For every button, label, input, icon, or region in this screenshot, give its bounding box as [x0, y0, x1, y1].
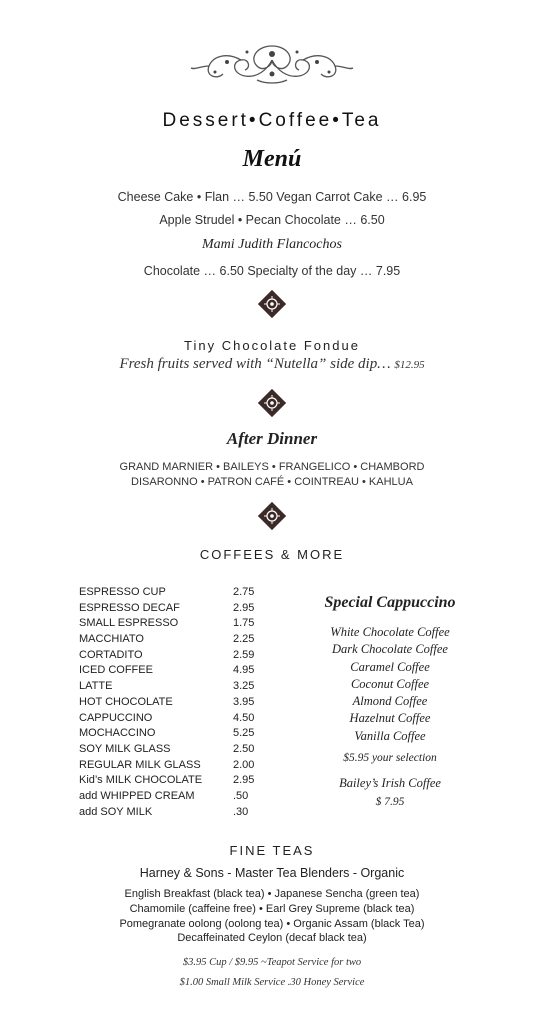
fondue-title: Tiny Chocolate Fondue: [184, 338, 360, 353]
special-flavor: Vanilla Coffee: [354, 729, 426, 743]
ornament-flourish-icon: [187, 40, 357, 88]
special-flavor: Almond Coffee: [352, 694, 428, 708]
fondue-desc-text: Fresh fruits served with “Nutella” side dip…: [119, 356, 391, 372]
list-item: [79, 585, 279, 601]
list-item: [79, 632, 279, 648]
dessert-line-1: Cheese Cake • Flan … 5.50 Vegan Carrot Cake … 6.95: [117, 190, 427, 204]
coffee-item-name: ESPRESSO CUP: [79, 586, 166, 598]
menu-subtitle: Menú: [242, 146, 302, 172]
coffee-item-name: Kid’s MILK CHOCOLATE: [79, 774, 203, 787]
coffee-item-name: SOY MILK GLASS: [79, 742, 171, 755]
coffee-item-price: .50: [233, 789, 249, 802]
coffee-price-list: [79, 585, 279, 820]
coffee-item-name: CORTADITO: [79, 648, 143, 661]
list-item: [79, 711, 279, 727]
irish-coffee-price: $ 7.95: [375, 796, 405, 808]
list-item: [79, 679, 279, 695]
coffee-item-name: LATTE: [79, 680, 113, 693]
coffee-item-name: MOCHACCINO: [79, 727, 156, 740]
coffee-item-name: SMALL ESPRESSO: [79, 617, 179, 630]
coffee-item-price: 2.25: [233, 633, 255, 646]
coffee-item-price: 2.59: [233, 648, 255, 661]
coffee-item-price: .30: [233, 805, 249, 818]
list-item: [79, 695, 279, 711]
coffees-title: COFFEES & MORE: [199, 547, 345, 562]
teas-title: FINE TEAS: [229, 843, 315, 858]
list-item: [79, 648, 279, 664]
tea-line-1: English Breakfast (black tea) • Japanese Sencha (green tea): [124, 888, 420, 900]
fondue-description: [0, 356, 544, 373]
list-item: [79, 663, 279, 679]
dessert-line-3: Chocolate … 6.50 Specialty of the day … 7.95: [143, 264, 401, 278]
teas-brand: Harney & Sons - Master Tea Blenders - Organic: [139, 866, 405, 880]
after-dinner-title: After Dinner: [226, 429, 318, 448]
after-dinner-line-2: DISARONNO • PATRON CAFÉ • COINTREAU • KAHLUA: [131, 476, 413, 488]
list-item: [79, 758, 279, 774]
list-item: [79, 773, 279, 789]
special-flavor: Hazelnut Coffee: [349, 711, 431, 725]
coffee-item-price: 4.50: [233, 711, 255, 724]
coffee-item-price: 2.75: [233, 586, 255, 598]
diamond-divider-icon: [258, 290, 286, 318]
coffee-item-name: HOT CHOCOLATE: [79, 695, 173, 708]
coffee-item-price: 3.25: [233, 680, 255, 693]
special-cappuccino-title: Special Cappuccino: [324, 594, 456, 611]
coffee-item-price: 3.95: [233, 695, 255, 708]
special-price-note: $5.95 your selection: [343, 752, 437, 764]
coffee-item-price: 2.95: [233, 774, 255, 787]
irish-coffee: Bailey’s Irish Coffee: [339, 776, 441, 790]
coffee-item-price: 1.75: [233, 617, 255, 630]
list-item: [79, 616, 279, 632]
special-flavor: Coconut Coffee: [350, 677, 430, 691]
special-flavor: Dark Chocolate Coffee: [332, 642, 448, 656]
list-item: [79, 742, 279, 758]
dessert-line-2: Apple Strudel • Pecan Chocolate … 6.50: [159, 213, 385, 227]
special-flavor: Caramel Coffee: [350, 660, 430, 674]
tea-line-2: Chamomile (caffeine free) • Earl Grey Supreme (black tea): [129, 903, 415, 915]
tea-service-1: $3.95 Cup / $9.95 ~Teapot Service for two: [182, 957, 362, 968]
coffee-item-name: ESPRESSO DECAF: [79, 601, 180, 614]
coffee-item-price: 2.00: [233, 758, 255, 771]
coffee-item-name: MACCHIATO: [79, 633, 144, 646]
flancochos-title: Mami Judith Flancochos: [202, 237, 342, 252]
coffee-item-name: ICED COFFEE: [79, 664, 153, 677]
list-item: [79, 789, 279, 805]
diamond-divider-icon: [258, 502, 286, 530]
coffee-item-name: CAPPUCCINO: [79, 711, 153, 724]
coffee-item-price: 2.95: [233, 601, 255, 614]
after-dinner-line-1: GRAND MARNIER • BAILEYS • FRANGELICO • CHAMBORD: [119, 461, 425, 473]
menu-title: Dessert•Coffee•Tea: [162, 110, 382, 131]
coffee-item-name: REGULAR MILK GLASS: [79, 758, 201, 771]
coffee-item-price: 2.50: [233, 742, 255, 755]
coffee-item-price: 5.25: [233, 727, 255, 740]
tea-service-2: $1.00 Small Milk Service .30 Honey Service: [179, 977, 365, 988]
list-item: [79, 726, 279, 742]
list-item: [79, 805, 279, 821]
tea-line-3: Pomegranate oolong (oolong tea) • Organic Assam (black Tea): [119, 918, 425, 930]
tea-line-4: Decaffeinated Ceylon (decaf black tea): [177, 932, 367, 944]
special-flavor: White Chocolate Coffee: [330, 625, 450, 639]
fondue-price: $12.95: [394, 359, 425, 371]
coffee-item-name: add SOY MILK: [79, 805, 153, 818]
list-item: [79, 601, 279, 617]
diamond-divider-icon: [258, 389, 286, 417]
coffee-item-price: 4.95: [233, 664, 255, 677]
coffee-item-name: add WHIPPED CREAM: [79, 789, 195, 802]
